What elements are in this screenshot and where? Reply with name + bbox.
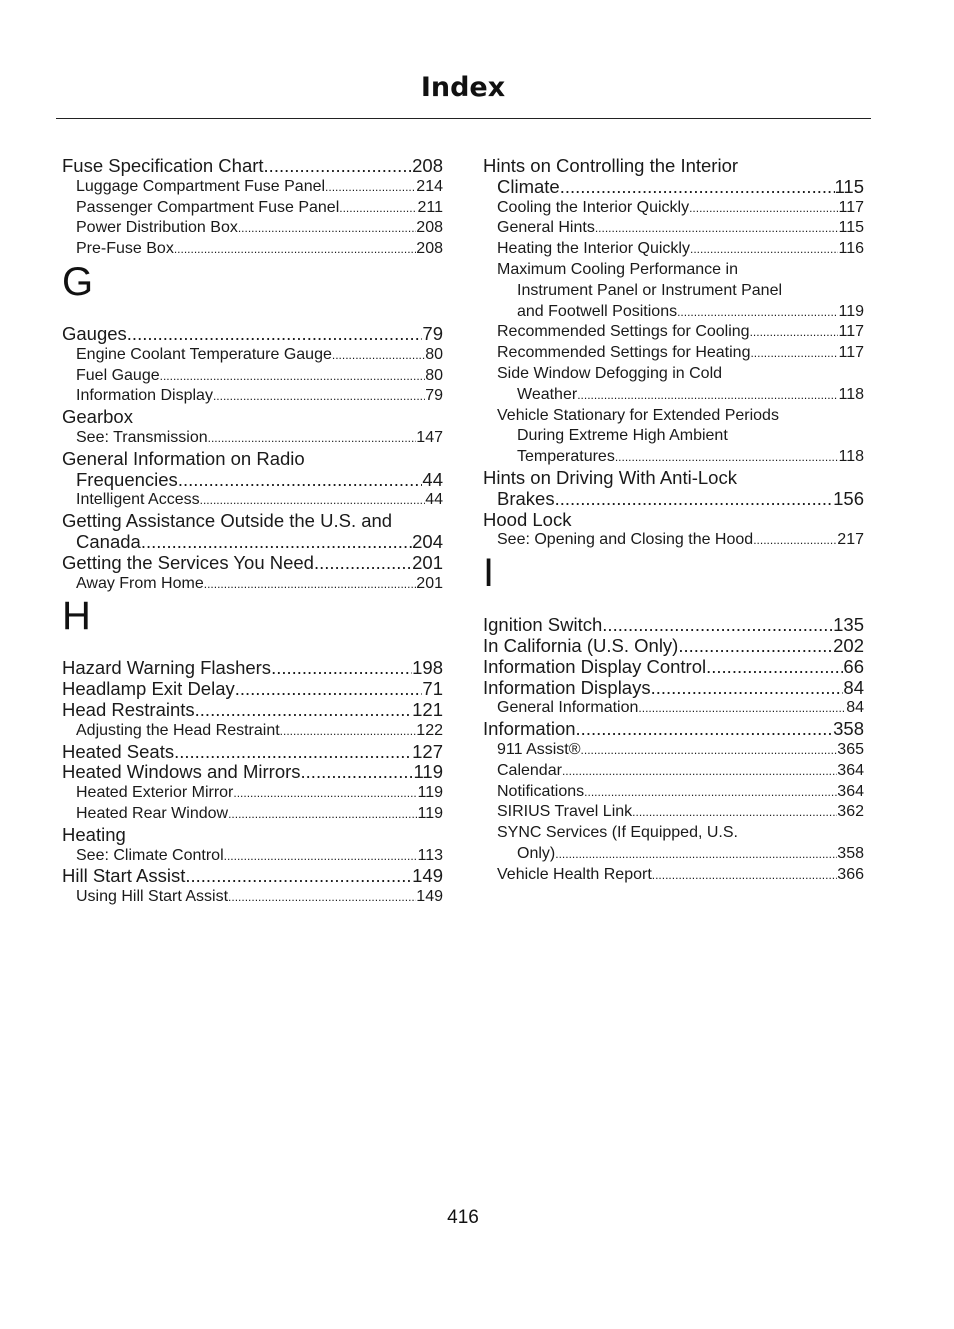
index-subentry xyxy=(62,366,443,387)
dot-leader xyxy=(280,721,417,742)
entry-page-number: 80 xyxy=(425,345,443,363)
entry-page-number: 208 xyxy=(412,155,443,176)
dot-leader xyxy=(208,428,417,449)
entry-page-number: 208 xyxy=(416,219,443,237)
index-subentry xyxy=(483,322,864,343)
entry-page-number: 79 xyxy=(422,322,443,344)
entry-text: Hints on Controlling the Interior xyxy=(483,155,739,176)
entry-page-number: 358 xyxy=(833,718,864,740)
dot-leader xyxy=(562,761,837,782)
entry-text: See: Opening and Closing the Hood xyxy=(497,531,754,549)
entry-text: Using Hill Start Assist xyxy=(76,888,229,906)
entry-text: Intelligent Access xyxy=(76,491,200,509)
dot-leader xyxy=(174,742,412,763)
index-subentry xyxy=(62,574,443,595)
index-subentry xyxy=(483,198,864,219)
dot-leader xyxy=(706,657,843,678)
entry-text: Information Displays xyxy=(483,676,651,698)
entry-page-number: 118 xyxy=(838,448,864,466)
dot-leader xyxy=(178,470,423,491)
index-subentry xyxy=(483,530,864,551)
index-entry xyxy=(62,511,443,532)
dot-leader xyxy=(200,490,426,511)
index-entry xyxy=(483,636,864,657)
dot-leader xyxy=(204,574,417,595)
entry-text: Luggage Compartment Fuse Panel xyxy=(76,177,326,195)
index-entry xyxy=(62,762,443,783)
entry-page-number: 135 xyxy=(833,614,864,636)
entry-text: Calendar xyxy=(497,761,562,779)
entry-page-number: 66 xyxy=(843,655,864,677)
index-entry xyxy=(483,156,864,177)
index-subentry xyxy=(483,218,864,239)
index-entry xyxy=(62,679,443,700)
dot-leader xyxy=(595,218,839,239)
dot-leader xyxy=(235,679,423,700)
entry-text: During Extreme High Ambient xyxy=(517,427,728,445)
index-subentry xyxy=(62,721,443,742)
title-divider xyxy=(56,118,871,119)
index-subentry xyxy=(483,740,864,761)
entry-page-number: 365 xyxy=(837,740,864,758)
dot-leader xyxy=(632,802,837,823)
entry-text: Canada xyxy=(76,530,141,552)
entry-text: Heated Exterior Mirror xyxy=(76,784,234,802)
index-subentry xyxy=(483,823,864,844)
dot-leader xyxy=(576,719,834,740)
index-subentry xyxy=(483,782,864,803)
entry-text: General Information on Radio xyxy=(62,447,305,469)
entry-page-number: 362 xyxy=(837,803,864,821)
dot-leader xyxy=(602,615,833,636)
index-entry xyxy=(483,678,864,699)
dot-leader xyxy=(577,385,838,406)
entry-page-number: 119 xyxy=(413,761,443,783)
dot-leader xyxy=(213,386,425,407)
dot-leader xyxy=(174,239,416,260)
index-subentry xyxy=(483,364,864,385)
index-subentry xyxy=(62,846,443,867)
entry-text: Away From Home xyxy=(76,574,204,592)
dot-leader xyxy=(141,532,412,553)
entry-text: Temperatures xyxy=(517,448,615,466)
index-entry xyxy=(483,489,864,510)
section-letter: G xyxy=(62,259,94,304)
entry-text: Vehicle Stationary for Extended Periods xyxy=(497,406,779,424)
entry-text: See: Transmission xyxy=(76,428,208,446)
entry-page-number: 202 xyxy=(833,634,864,656)
index-entry xyxy=(483,510,864,531)
entry-text: Head Restraints xyxy=(62,698,195,720)
entry-page-number: 119 xyxy=(417,784,443,802)
entry-text: Hood Lock xyxy=(483,508,572,530)
dot-leader xyxy=(233,783,417,804)
entry-page-number: 358 xyxy=(837,844,864,862)
index-entry xyxy=(483,657,864,678)
entry-page-number: 147 xyxy=(416,428,443,446)
index-column-left xyxy=(62,156,443,908)
entry-text: Heated Windows and Mirrors xyxy=(62,761,301,783)
dot-leader xyxy=(185,866,412,887)
entry-page-number: 115 xyxy=(838,219,864,237)
entry-text: Instrument Panel or Instrument Panel xyxy=(517,281,783,299)
index-entry xyxy=(62,449,443,470)
entry-text: Frequencies xyxy=(76,468,178,490)
entry-text: Weather xyxy=(517,385,578,403)
entry-page-number: 211 xyxy=(417,198,443,216)
dot-leader xyxy=(652,865,838,886)
index-subentry xyxy=(62,239,443,260)
entry-page-number: 117 xyxy=(838,198,864,216)
entry-text: Recommended Settings for Heating xyxy=(497,344,751,362)
dot-leader xyxy=(677,302,838,323)
dot-leader xyxy=(689,198,838,219)
entry-text: Heating the Interior Quickly xyxy=(497,240,690,258)
index-subentry xyxy=(483,447,864,468)
dot-leader xyxy=(753,530,837,551)
index-entry xyxy=(483,615,864,636)
index-subentry xyxy=(483,406,864,427)
entry-page-number: 201 xyxy=(412,551,443,573)
index-entry xyxy=(62,324,443,345)
entry-text: Recommended Settings for Cooling xyxy=(497,323,750,341)
entry-page-number: 366 xyxy=(837,865,864,883)
entry-page-number: 121 xyxy=(412,698,443,720)
entry-page-number: 122 xyxy=(416,721,443,739)
entry-page-number: 118 xyxy=(838,385,864,403)
index-entry xyxy=(62,742,443,763)
index-entry xyxy=(62,866,443,887)
entry-text: General Information xyxy=(497,699,639,717)
section-letter: H xyxy=(62,594,91,639)
index-entry xyxy=(62,156,443,177)
dot-leader xyxy=(651,678,844,699)
entry-page-number: 117 xyxy=(838,323,864,341)
index-subentry xyxy=(62,804,443,825)
entry-page-number: 84 xyxy=(846,699,864,717)
index-entry xyxy=(62,700,443,721)
dot-leader xyxy=(127,324,423,345)
dot-leader xyxy=(238,218,416,239)
entry-page-number: 116 xyxy=(838,240,864,258)
entry-text: Fuse Specification Chart xyxy=(62,155,264,176)
entry-text: Engine Coolant Temperature Gauge xyxy=(76,345,332,363)
dot-leader xyxy=(678,636,833,657)
entry-text: Headlamp Exit Delay xyxy=(62,678,235,700)
index-subentry xyxy=(483,239,864,260)
dot-leader xyxy=(555,844,837,865)
index-subentry xyxy=(62,177,443,198)
index-entry xyxy=(62,532,443,553)
dot-leader xyxy=(555,489,834,510)
dot-leader xyxy=(224,846,418,867)
entry-page-number: 119 xyxy=(417,804,443,822)
index-subentry xyxy=(483,844,864,865)
index-subentry xyxy=(62,887,443,908)
entry-text: Hill Start Assist xyxy=(62,865,186,887)
entry-text: Ignition Switch xyxy=(483,614,603,636)
entry-page-number: 44 xyxy=(425,491,443,509)
entry-text: Passenger Compartment Fuse Panel xyxy=(76,198,340,216)
entry-text: and Footwell Positions xyxy=(517,302,678,320)
dot-leader xyxy=(264,156,413,177)
entry-text: Notifications xyxy=(497,782,585,800)
entry-text: General Hints xyxy=(497,219,595,237)
page-number: 416 xyxy=(447,1207,479,1228)
dot-leader xyxy=(615,447,839,468)
dot-leader xyxy=(195,700,412,721)
entry-text: Pre-Fuse Box xyxy=(76,240,174,258)
index-subentry xyxy=(483,385,864,406)
dot-leader xyxy=(228,804,417,825)
entry-text: Getting Assistance Outside the U.S. and xyxy=(62,510,393,532)
index-subentry xyxy=(62,218,443,239)
entry-page-number: 217 xyxy=(837,531,864,549)
entry-text: Side Window Defogging in Cold xyxy=(497,364,723,382)
entry-page-number: 113 xyxy=(417,846,443,864)
entry-page-number: 198 xyxy=(412,657,443,679)
index-entry xyxy=(62,407,443,428)
entry-page-number: 149 xyxy=(416,888,443,906)
entry-text: Information xyxy=(483,718,576,740)
index-subentry xyxy=(62,198,443,219)
index-column-right xyxy=(483,156,864,886)
entry-text: Vehicle Health Report xyxy=(497,865,652,883)
entry-page-number: 117 xyxy=(838,344,864,362)
dot-leader xyxy=(332,345,425,366)
index-subentry xyxy=(62,345,443,366)
dot-leader xyxy=(750,343,838,364)
index-subentry xyxy=(483,302,864,323)
index-entry xyxy=(62,470,443,491)
entry-text: Heating xyxy=(62,823,126,845)
entry-text: See: Climate Control xyxy=(76,846,224,864)
index-subentry xyxy=(483,343,864,364)
entry-page-number: 84 xyxy=(843,676,864,698)
index-entry xyxy=(62,825,443,846)
entry-page-number: 204 xyxy=(412,530,443,552)
index-subentry xyxy=(483,426,864,447)
index-subentry xyxy=(62,490,443,511)
index-subentry xyxy=(62,386,443,407)
dot-leader xyxy=(750,322,839,343)
dot-leader xyxy=(314,553,412,574)
entry-text: SIRIUS Travel Link xyxy=(497,803,633,821)
entry-text: Gearbox xyxy=(62,406,133,428)
index-entry xyxy=(62,553,443,574)
index-entry xyxy=(62,658,443,679)
index-subentry xyxy=(483,865,864,886)
entry-page-number: 208 xyxy=(416,240,443,258)
entry-page-number: 201 xyxy=(416,574,443,592)
entry-page-number: 44 xyxy=(422,468,443,490)
index-subentry xyxy=(62,783,443,804)
entry-text: Cooling the Interior Quickly xyxy=(497,198,690,216)
index-subentry xyxy=(483,281,864,302)
entry-text: Fuel Gauge xyxy=(76,366,160,384)
dot-leader xyxy=(160,366,426,387)
entry-text: Brakes xyxy=(497,487,555,509)
page-title: Index xyxy=(420,72,506,103)
entry-text: Only) xyxy=(517,844,556,862)
dot-leader xyxy=(584,782,837,803)
entry-text: Hints on Driving With Anti-Lock xyxy=(483,466,737,488)
entry-text: Heated Seats xyxy=(62,740,175,762)
index-entry xyxy=(483,177,864,198)
dot-leader xyxy=(560,177,835,198)
entry-text: Getting the Services You Need xyxy=(62,551,314,573)
section-letter: I xyxy=(483,551,495,596)
index-subentry xyxy=(483,698,864,719)
dot-leader xyxy=(339,198,417,219)
entry-text: Gauges xyxy=(62,322,127,344)
index-entry xyxy=(483,468,864,489)
entry-text: In California (U.S. Only) xyxy=(483,634,679,656)
index-entry xyxy=(483,719,864,740)
dot-leader xyxy=(690,239,839,260)
entry-text: Information Display xyxy=(76,387,213,405)
entry-page-number: 79 xyxy=(425,387,443,405)
entry-page-number: 115 xyxy=(834,175,864,197)
dot-leader xyxy=(228,887,416,908)
entry-text: Adjusting the Head Restraint xyxy=(76,721,280,739)
dot-leader xyxy=(581,740,838,761)
entry-text: SYNC Services (If Equipped, U.S. xyxy=(497,824,738,842)
entry-page-number: 149 xyxy=(412,865,443,887)
dot-leader xyxy=(271,658,412,679)
index-subentry xyxy=(483,260,864,281)
entry-text: Hazard Warning Flashers xyxy=(62,657,272,679)
entry-page-number: 214 xyxy=(416,177,443,195)
entry-page-number: 71 xyxy=(422,678,443,700)
entry-page-number: 119 xyxy=(838,302,864,320)
index-subentry xyxy=(483,802,864,823)
entry-text: 911 Assist® xyxy=(497,740,581,758)
dot-leader xyxy=(301,762,414,783)
index-subentry xyxy=(483,761,864,782)
index-subentry xyxy=(62,428,443,449)
entry-text: Power Distribution Box xyxy=(76,219,238,237)
entry-page-number: 127 xyxy=(412,740,443,762)
entry-text: Maximum Cooling Performance in xyxy=(497,260,738,278)
entry-text: Climate xyxy=(497,175,560,197)
entry-page-number: 156 xyxy=(833,487,864,509)
entry-text: Information Display Control xyxy=(483,655,707,677)
entry-page-number: 80 xyxy=(425,366,443,384)
dot-leader xyxy=(325,177,416,198)
entry-text: Heated Rear Window xyxy=(76,804,229,822)
dot-leader xyxy=(638,698,846,719)
entry-page-number: 364 xyxy=(837,761,864,779)
entry-page-number: 364 xyxy=(837,782,864,800)
